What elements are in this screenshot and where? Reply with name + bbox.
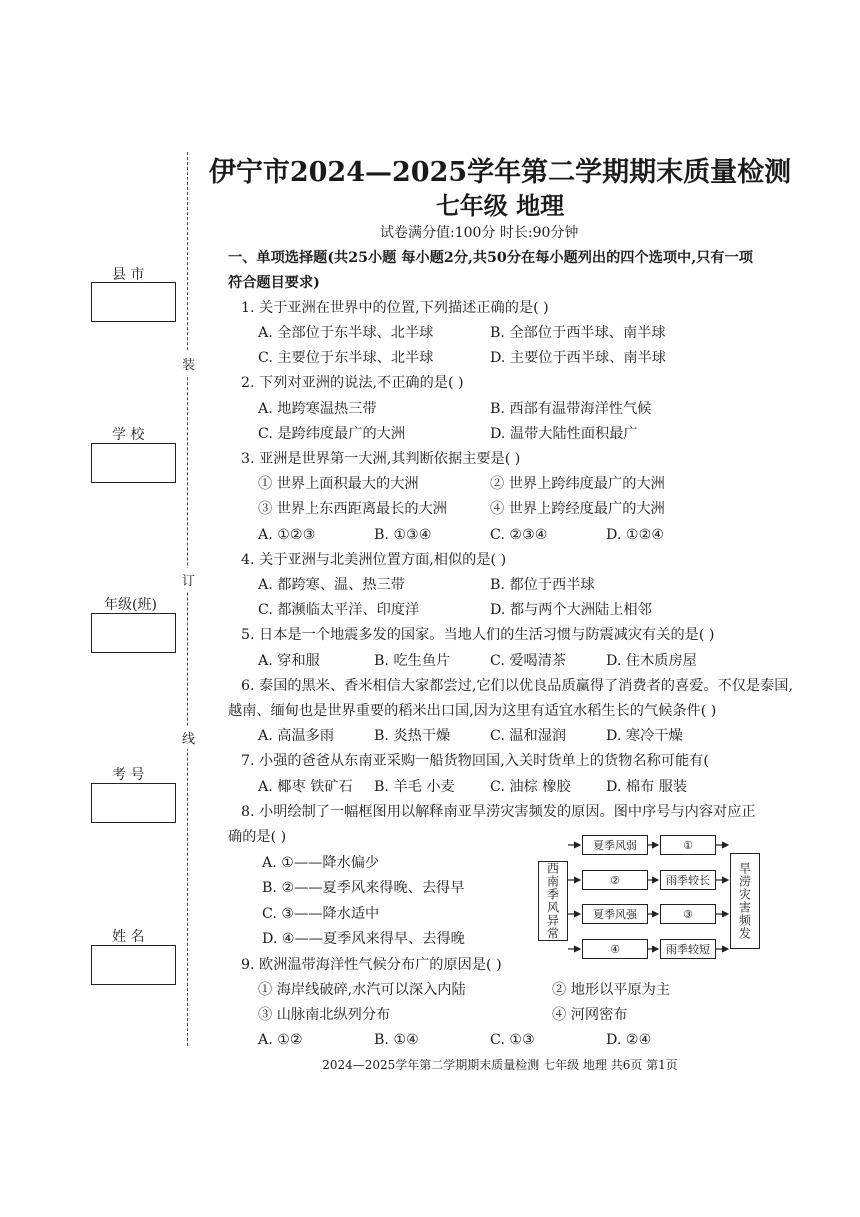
q9-statement-1: ① 海岸线破碎,水汽可以深入内陆 [258,982,466,998]
q4-option-d: D. 都与两个大洲陆上相邻 [490,602,652,618]
q1-option-d: D. 主要位于西半球、南半球 [490,350,666,366]
binding-line [187,152,188,1046]
county-city-box[interactable] [91,282,176,322]
q7-option-b: B. 羊毛 小麦 [374,779,455,795]
exam-title: 伊宁市2024—2025学年第二学期期末质量检测 [208,157,792,188]
q2-stem: 2. 下列对亚洲的说法,不正确的是( ) [241,375,464,391]
name-box[interactable] [91,945,176,985]
school-box[interactable] [91,443,176,483]
monsoon-flow-diagram [530,833,770,973]
diagram-result-3: ③ [660,904,716,924]
diagram-result-4: 雨季较短 [660,939,716,959]
q9-statement-2: ② 地形以平原为主 [552,982,671,998]
diagram-right-box [730,853,760,949]
school-label: 学 校 [112,427,145,443]
q6-option-d: D. 寒冷干燥 [606,728,683,744]
q4-stem: 4. 关于亚洲与北美洲位置方面,相似的是( ) [241,552,507,568]
q9-stem: 9. 欧洲温带海洋性气候分布广的原因是( ) [241,957,502,973]
section-heading: 一、单项选择题(共25小题 每小题2分,共50分在每小题列出的四个选项中,只有一项 [228,250,753,266]
q6-stem: 6. 泰国的黑米、香米相信大家都尝过,它们以优良品质赢得了消费者的喜爱。不仅是泰国, [241,678,794,694]
q5-option-a: A. 穿和服 [258,653,320,669]
q1-option-b: B. 全部位于西半球、南半球 [490,325,666,341]
q3-statement-4: ④ 世界上跨经度最广的大洲 [490,501,665,517]
county-city-label: 县 市 [112,267,145,283]
grade-class-box[interactable] [91,613,176,653]
page-footer: 2024—2025学年第二学期期末质量检测 七年级 地理 共6页 第1页 [322,1058,678,1072]
q9-option-d: D. ②④ [606,1032,652,1048]
diagram-result-2: 雨季较长 [660,870,716,890]
diagram-cause-4: ④ [582,939,648,959]
diagram-cause-1: 夏季风弱 [582,835,648,855]
q8-option-a: A. ①——降水偏少 [262,855,380,871]
q5-option-b: B. 吃生鱼片 [374,653,451,669]
q3-statement-3: ③ 世界上东西距离最长的大洲 [258,501,447,517]
q4-option-c: C. 都濒临太平洋、印度洋 [258,602,420,618]
q9-option-a: A. ①② [258,1032,303,1048]
q8-stem: 8. 小明绘制了一幅框图用以解释南亚旱涝灾害频发的原因。图中序号与内容对应正 [241,804,756,820]
diagram-cause-2: ② [582,870,648,890]
diagram-left-label: 西南季风异常 [545,862,560,940]
q4-option-b: B. 都位于西半球 [490,577,595,593]
q7-option-c: C. 油棕 橡胶 [490,779,571,795]
q3-option-a: A. ①②③ [258,527,316,543]
q6-option-a: A. 高温多雨 [258,728,335,744]
q2-option-a: A. 地跨寒温热三带 [258,401,377,417]
q7-option-d: D. 棉布 服装 [606,779,688,795]
grade-class-label: 年级(班) [104,597,157,613]
exam-number-box[interactable] [91,783,176,823]
q8-option-c: C. ③——降水适中 [262,906,380,922]
q9-option-b: B. ①④ [374,1032,419,1048]
binding-char-zhuang: 装 [182,352,195,375]
diagram-result-1: ① [660,835,716,855]
q9-option-c: C. ①③ [490,1032,535,1048]
q2-option-d: D. 温带大陆性面积最广 [490,426,638,442]
diagram-cause-3: 夏季风强 [582,904,648,924]
q6-option-c: C. 温和湿润 [490,728,567,744]
q3-stem: 3. 亚洲是世界第一大洲,其判断依据主要是( ) [241,451,521,467]
exam-number-label: 考 号 [112,767,145,783]
q3-statement-1: ① 世界上面积最大的大洲 [258,476,419,492]
q9-statement-4: ④ 河网密布 [552,1007,628,1023]
q6-option-b: B. 炎热干燥 [374,728,451,744]
name-label: 姓 名 [112,929,145,945]
exam-info: 试卷满分值:100分 时长:90分钟 [380,225,579,241]
q8-option-b: B. ②——夏季风来得晚、去得早 [262,880,465,896]
q2-option-b: B. 西部有温带海洋性气候 [490,401,652,417]
q5-option-d: D. 住木质房屋 [606,653,697,669]
diagram-left-box [538,861,568,941]
q3-statement-2: ② 世界上跨纬度最广的大洲 [490,476,665,492]
q6-stem-cont: 越南、缅甸也是世界重要的稻米出口国,因为这里有适宜水稻生长的气候条件( ) [228,703,717,719]
exam-subtitle: 七年级 地理 [435,191,565,220]
q8-stem-cont: 确的是( ) [228,829,287,845]
binding-char-xian: 线 [182,726,195,749]
q1-stem: 1. 关于亚洲在世界中的位置,下列描述正确的是( ) [241,300,549,316]
q9-statement-3: ③ 山脉南北纵列分布 [258,1007,391,1023]
q4-option-a: A. 都跨寒、温、热三带 [258,577,405,593]
q2-option-c: C. 是跨纬度最广的大洲 [258,426,406,442]
q5-stem: 5. 日本是一个地震多发的国家。当地人们的生活习惯与防震减灾有关的是( ) [241,627,715,643]
diagram-right-label: 旱涝灾害频发 [737,862,752,940]
section-heading-cont: 符合题目要求) [228,275,320,291]
q3-option-d: D. ①②④ [606,527,665,543]
q7-stem: 7. 小强的爸爸从东南亚采购一船货物回国,入关时货单上的货物名称可能有( [241,753,709,769]
q7-option-a: A. 椰枣 铁矿石 [258,779,353,795]
q8-option-d: D. ④——夏季风来得早、去得晚 [262,931,465,947]
q5-option-c: C. 爱喝清茶 [490,653,567,669]
binding-char-ding: 订 [182,568,195,591]
q3-option-b: B. ①③④ [374,527,432,543]
q1-option-a: A. 全部位于东半球、北半球 [258,325,434,341]
q1-option-c: C. 主要位于东半球、北半球 [258,350,434,366]
q3-option-c: C. ②③④ [490,527,548,543]
